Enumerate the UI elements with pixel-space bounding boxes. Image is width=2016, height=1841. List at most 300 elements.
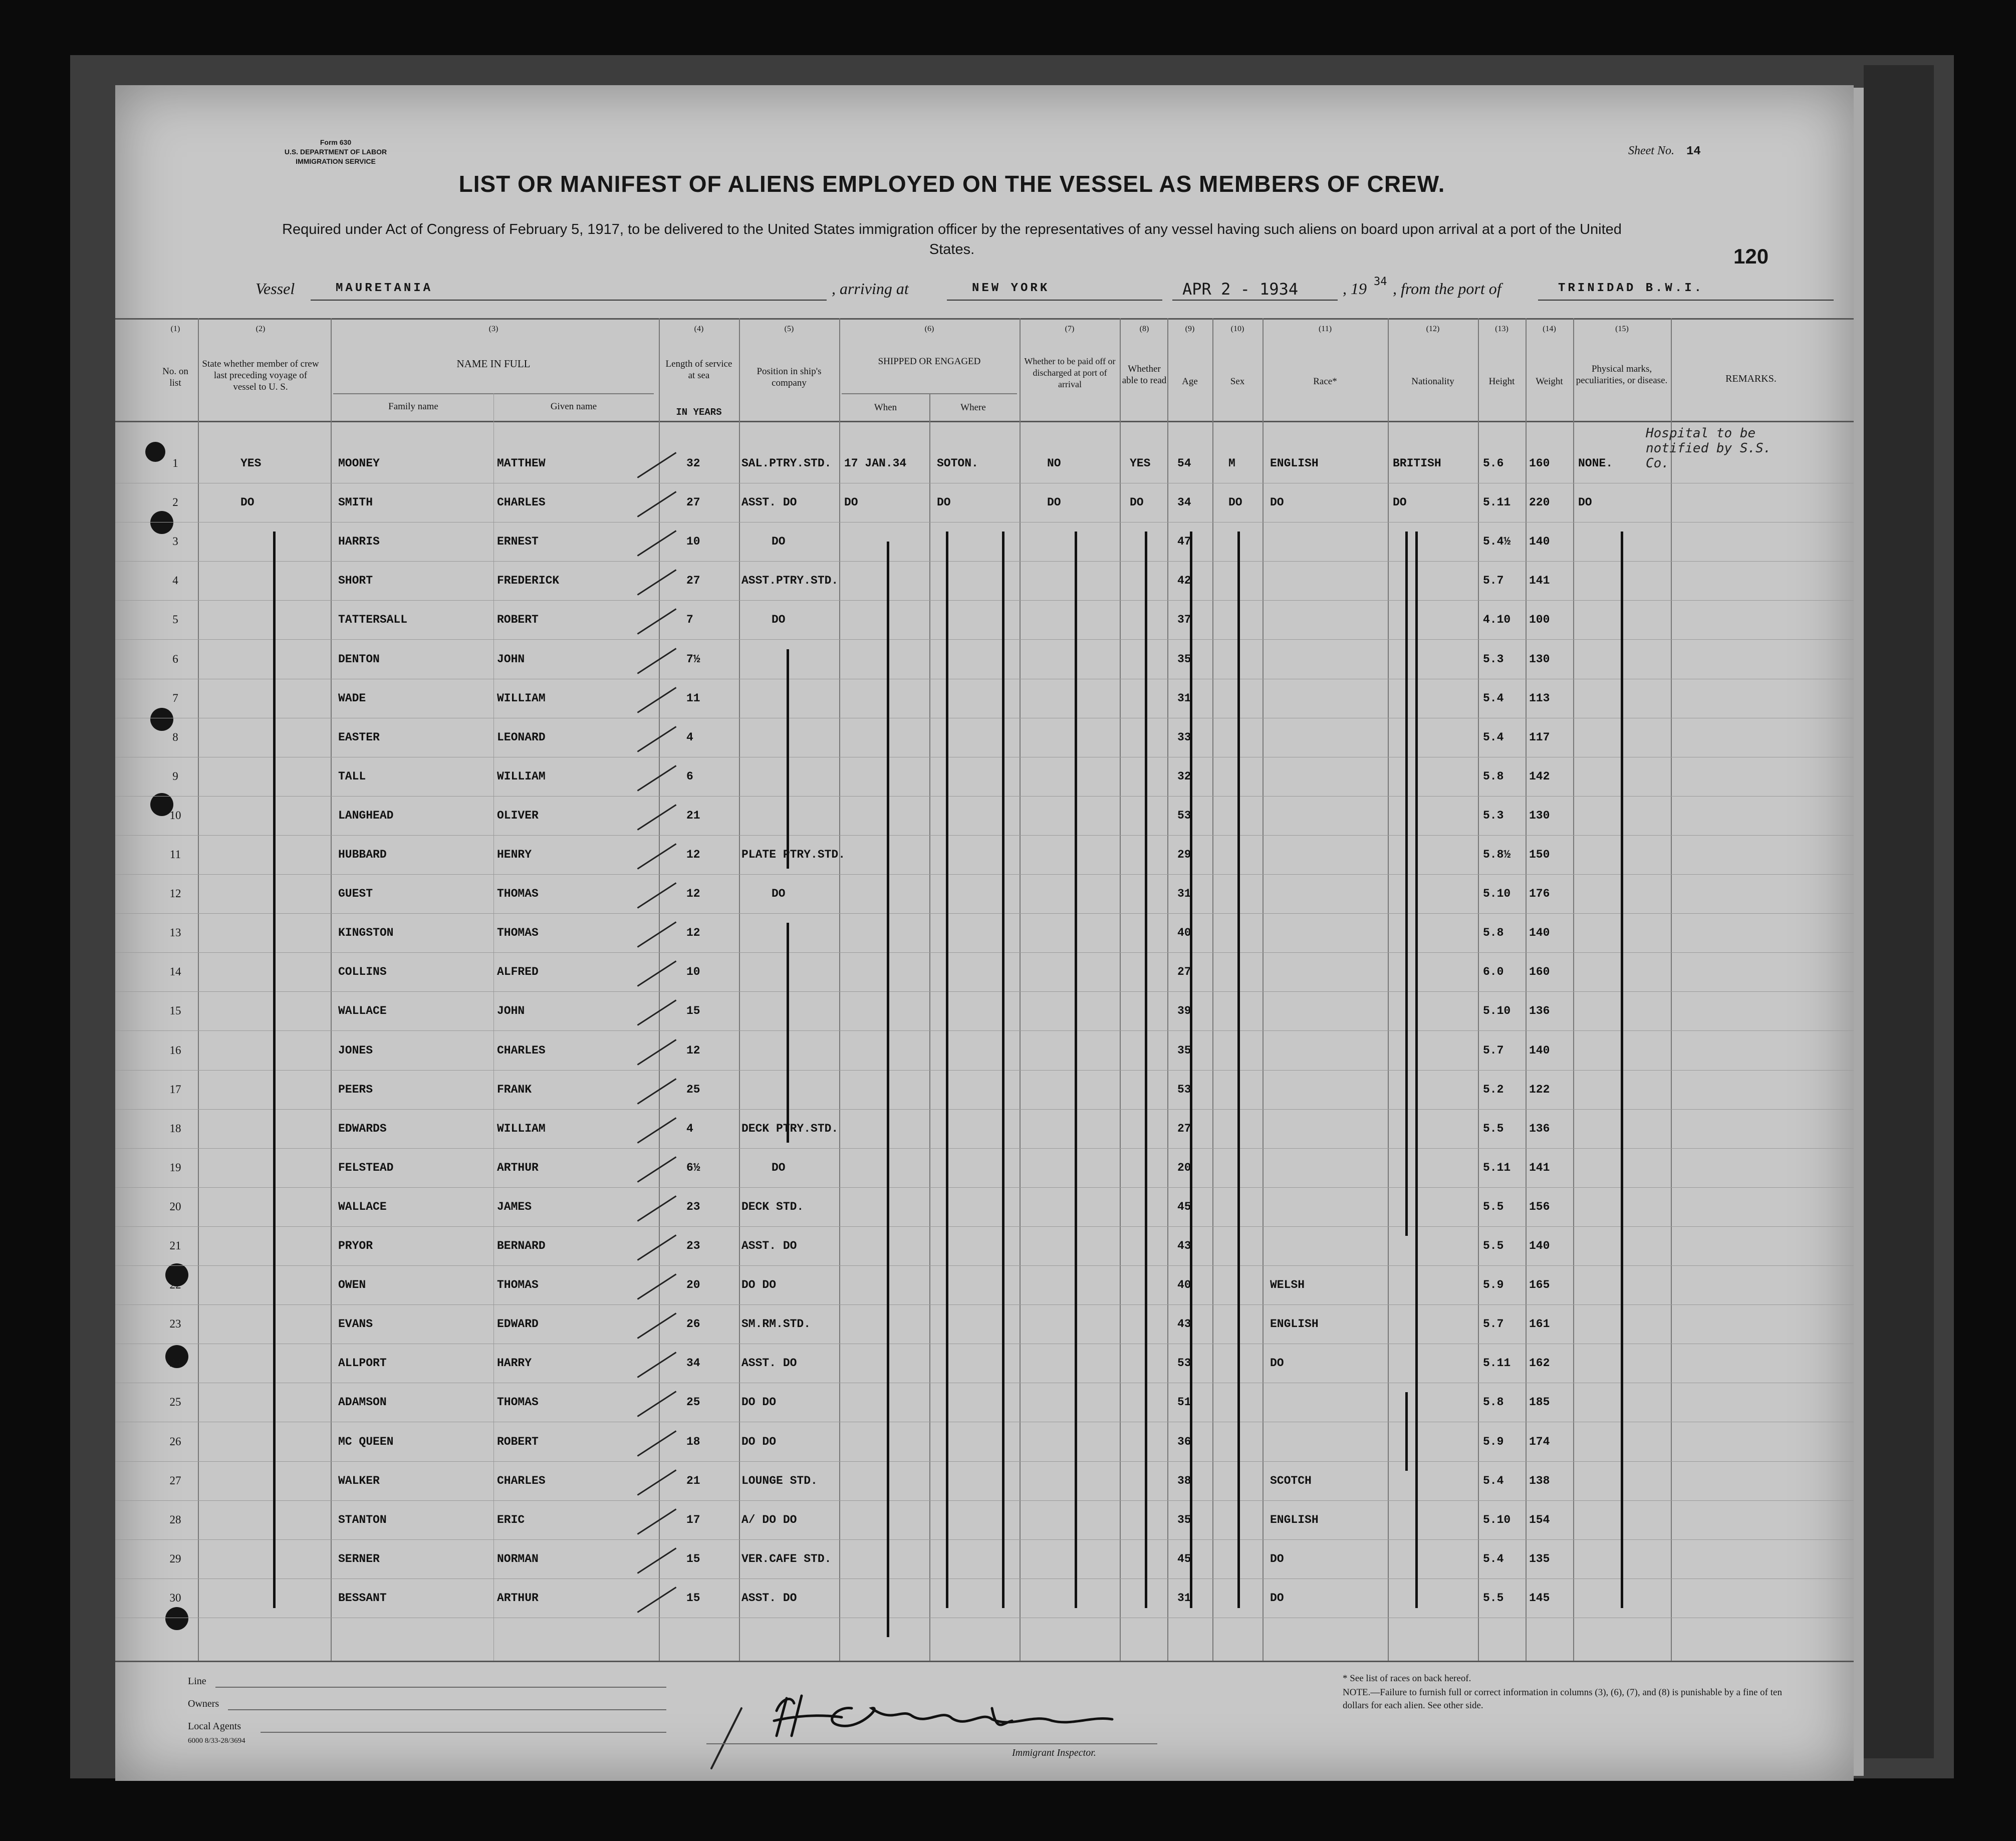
ditto-line [1002, 532, 1004, 1608]
age-cell: 36 [1177, 1435, 1191, 1448]
family-name-cell: WALLACE [338, 1200, 387, 1213]
able-to-read-cell: DO [1130, 496, 1144, 509]
column-rule [1120, 318, 1121, 1661]
family-name-cell: BESSANT [338, 1591, 387, 1605]
row-number: 11 [169, 848, 181, 861]
weight-cell: 141 [1529, 574, 1550, 588]
age-cell: 42 [1177, 574, 1191, 588]
row-number: 30 [169, 1591, 181, 1604]
age-cell: 43 [1177, 1318, 1191, 1331]
weight-cell: 140 [1529, 926, 1550, 940]
shipped-when-cell: DO [844, 496, 858, 509]
age-cell: 33 [1177, 730, 1191, 744]
given-name-cell: ERIC [497, 1513, 525, 1526]
weight-cell: 135 [1529, 1552, 1550, 1565]
row-number: 21 [169, 1239, 181, 1252]
sheet-number [1628, 144, 1701, 158]
service-years-cell: 4 [686, 730, 693, 744]
service-years-cell: 7½ [686, 652, 700, 666]
document-subtitle: Required under Act of Congress of February 5, 1917, to be delivered to the United States immigration officer by the representatives of any vessel having such aliens on board upon arrival at a port of the United States. [282, 221, 1622, 257]
given-name-cell: WILLIAM [497, 691, 546, 705]
age-cell: 38 [1177, 1474, 1191, 1487]
age-cell: 27 [1177, 965, 1191, 979]
height-cell: 5.3 [1483, 652, 1504, 666]
age-cell: 35 [1177, 652, 1191, 666]
height-cell: 5.6 [1483, 457, 1504, 470]
race-cell: DO [1270, 1591, 1284, 1605]
given-name-cell: HENRY [497, 848, 532, 861]
arrival-date-stamp: APR 2 - 1934 [1182, 280, 1299, 299]
service-years-cell: 10 [686, 535, 700, 549]
col-num-10: (10) [1230, 325, 1244, 333]
given-name-cell: ERNEST [497, 535, 539, 549]
weight-cell: 140 [1529, 1239, 1550, 1252]
service-years-cell: 15 [686, 1004, 700, 1018]
height-cell: 5.9 [1483, 1278, 1504, 1292]
row-rule [115, 1070, 1854, 1071]
height-cell: 5.7 [1483, 574, 1504, 588]
sex-cell: DO [1228, 496, 1242, 509]
row-rule [115, 1148, 1854, 1149]
row-number: 16 [169, 1043, 181, 1057]
given-name-cell: CHARLES [497, 1474, 546, 1487]
height-cell: 5.11 [1483, 496, 1511, 509]
column-rule [1388, 318, 1389, 1661]
nationality-cell: DO [1393, 496, 1407, 509]
given-name-cell: ROBERT [497, 613, 539, 627]
punch-hole [150, 708, 173, 731]
age-cell: 34 [1177, 496, 1191, 509]
col-header-position: Position in ship's company [757, 366, 822, 388]
row-number: 4 [172, 574, 178, 587]
given-name-cell: JOHN [497, 652, 525, 666]
check-mark [637, 1508, 677, 1535]
check-mark [637, 530, 677, 557]
form-number: Form 630 [320, 138, 352, 146]
underline [1172, 300, 1338, 301]
age-cell: 31 [1177, 691, 1191, 705]
row-number: 20 [169, 1200, 181, 1213]
ditto-line [1621, 532, 1623, 1608]
position-cell: DO [772, 1161, 786, 1174]
check-mark [637, 687, 677, 713]
check-mark [637, 1234, 677, 1261]
weight-cell: 220 [1529, 496, 1550, 509]
col-header-remarks: REMARKS. [1725, 373, 1777, 384]
service-years-cell: 6½ [686, 1161, 700, 1174]
col-num-6: (6) [924, 325, 934, 333]
prev-voyage-cell: YES [240, 457, 262, 470]
family-name-cell: HARRIS [338, 535, 380, 549]
weight-cell: 150 [1529, 848, 1550, 861]
family-name-cell: MC QUEEN [338, 1435, 394, 1448]
column-rule [493, 393, 494, 1661]
given-name-cell: ARTHUR [497, 1161, 539, 1174]
race-cell: DO [1270, 496, 1284, 509]
given-name-cell: JOHN [497, 1004, 525, 1018]
weight-cell: 161 [1529, 1318, 1550, 1331]
service-years-cell: 23 [686, 1239, 700, 1252]
given-name-cell: CHARLES [497, 496, 546, 509]
position-cell: VER.CAFE STD. [741, 1552, 832, 1565]
row-rule [115, 1461, 1854, 1462]
local-agents-label: Local Agents [188, 1721, 241, 1732]
weight-cell: 145 [1529, 1591, 1550, 1605]
family-name-cell: GUEST [338, 887, 373, 901]
height-cell: 5.10 [1483, 1004, 1511, 1018]
vessel-label: Vessel [256, 280, 295, 298]
col-header-age: Age [1182, 376, 1198, 387]
col-header-when: When [874, 402, 897, 413]
column-rule [198, 318, 199, 1661]
ditto-line [1190, 532, 1192, 1608]
col-num-2: (2) [256, 325, 266, 333]
weight-cell: 140 [1529, 1043, 1550, 1057]
underline [947, 300, 1162, 301]
check-mark [637, 804, 677, 831]
age-cell: 53 [1177, 809, 1191, 822]
col-num-1: (1) [170, 325, 180, 333]
from-label: , from the port of [1393, 280, 1501, 298]
family-name-cell: TATTERSALL [338, 613, 408, 627]
agents-field [261, 1732, 666, 1733]
col-header-service: Length of service at sea [665, 359, 732, 381]
family-name-cell: WADE [338, 691, 366, 705]
age-cell: 53 [1177, 1357, 1191, 1370]
column-rule [659, 318, 660, 1661]
col-header-no: No. on list [162, 366, 188, 388]
ditto-line [887, 542, 889, 1637]
service-years-cell: 26 [686, 1318, 700, 1331]
paid-off-cell: NO [1047, 457, 1061, 470]
row-rule [115, 1187, 1854, 1188]
weight-cell: 100 [1529, 613, 1550, 627]
weight-cell: 185 [1529, 1396, 1550, 1409]
col-header-given: Given name [550, 401, 597, 412]
age-cell: 20 [1177, 1161, 1191, 1174]
from-port: TRINIDAD B.W.I. [1558, 282, 1704, 295]
age-cell: 53 [1177, 1083, 1191, 1096]
check-mark [637, 726, 677, 752]
position-cell: SAL.PTRY.STD. [741, 457, 832, 470]
column-rule [1167, 318, 1168, 1661]
weight-cell: 136 [1529, 1122, 1550, 1135]
weight-cell: 156 [1529, 1200, 1550, 1213]
row-number: 27 [169, 1474, 181, 1487]
row-rule [115, 1304, 1854, 1305]
family-name-cell: HUBBARD [338, 848, 387, 861]
check-mark [637, 1000, 677, 1026]
row-number: 15 [169, 1004, 181, 1017]
row-number: 2 [172, 496, 178, 509]
service-years-cell: 12 [686, 887, 700, 901]
height-cell: 6.0 [1483, 965, 1504, 979]
weight-cell: 174 [1529, 1435, 1550, 1448]
height-cell: 5.4 [1483, 1474, 1504, 1487]
row-number: 26 [169, 1435, 181, 1448]
line-field [215, 1687, 666, 1688]
weight-cell: 162 [1529, 1357, 1550, 1370]
check-mark [637, 1469, 677, 1496]
inspector-signature [691, 1688, 1293, 1778]
sheet-number-value: 14 [1686, 145, 1701, 158]
service-years-cell: 10 [686, 965, 700, 979]
row-number: 22 [169, 1278, 181, 1291]
row-rule [115, 874, 1854, 875]
column-rule [839, 318, 840, 1661]
age-cell: 47 [1177, 535, 1191, 549]
check-mark [637, 960, 677, 987]
given-name-cell: MATTHEW [497, 457, 546, 470]
punch-hole [165, 1607, 188, 1630]
column-rule [1020, 318, 1021, 1661]
row-number: 25 [169, 1396, 181, 1409]
check-mark [637, 491, 677, 517]
column-rule [1526, 318, 1527, 1661]
row-number: 13 [169, 926, 181, 939]
col-header-sex: Sex [1230, 376, 1245, 387]
service-years-cell: 12 [686, 848, 700, 861]
check-mark [637, 452, 677, 478]
arriving-port: NEW YORK [972, 282, 1050, 295]
height-cell: 5.8 [1483, 1396, 1504, 1409]
given-name-cell: THOMAS [497, 1396, 539, 1409]
height-cell: 5.3 [1483, 809, 1504, 822]
age-cell: 54 [1177, 457, 1191, 470]
col-num-5: (5) [784, 325, 794, 333]
position-cell: DO [772, 613, 786, 627]
check-mark [637, 1117, 677, 1144]
check-mark [637, 1587, 677, 1613]
header-bottom-rule [115, 421, 1854, 422]
weight-cell: 130 [1529, 809, 1550, 822]
height-cell: 5.11 [1483, 1161, 1511, 1174]
col-header-height: Height [1488, 376, 1515, 387]
service-years-cell: 15 [686, 1552, 700, 1565]
service-years-cell: 21 [686, 1474, 700, 1487]
weight-cell: 130 [1529, 652, 1550, 666]
sheet-number-label: Sheet No. [1628, 144, 1674, 157]
service-years-cell: 7 [686, 613, 693, 627]
service-years-cell: 25 [686, 1396, 700, 1409]
given-name-cell: OLIVER [497, 809, 539, 822]
row-number: 23 [169, 1318, 181, 1331]
col-header-where: Where [960, 402, 986, 413]
col-num-3: (3) [488, 325, 498, 333]
service-years-cell: 27 [686, 496, 700, 509]
row-number: 29 [169, 1552, 181, 1565]
page-number: 120 [1733, 244, 1769, 268]
age-cell: 40 [1177, 926, 1191, 940]
height-cell: 5.4 [1483, 691, 1504, 705]
height-cell: 5.9 [1483, 1435, 1504, 1448]
col-num-15: (15) [1615, 325, 1629, 333]
column-rule [331, 318, 332, 1661]
given-name-cell: WILLIAM [497, 1122, 546, 1135]
check-mark [637, 1391, 677, 1418]
family-name-cell: SERNER [338, 1552, 380, 1565]
row-number: 1 [172, 457, 178, 469]
family-name-cell: WALLACE [338, 1004, 387, 1018]
service: IMMIGRATION SERVICE [296, 157, 376, 165]
family-name-cell: SHORT [338, 574, 373, 588]
manifest-sheet [115, 85, 1854, 1781]
family-name-cell: COLLINS [338, 965, 387, 979]
given-name-cell: HARRY [497, 1357, 532, 1370]
age-cell: 37 [1177, 613, 1191, 627]
check-mark [637, 882, 677, 909]
vessel-line [256, 276, 1834, 305]
service-years-cell: 32 [686, 457, 700, 470]
service-years-cell: 25 [686, 1083, 700, 1096]
given-name-cell: FREDERICK [497, 574, 560, 588]
check-mark [637, 1352, 677, 1378]
height-cell: 5.5 [1483, 1200, 1504, 1213]
row-rule [115, 1226, 1854, 1227]
col-num-11: (11) [1318, 325, 1332, 333]
print-code: 6000 8/33-28/3694 [188, 1737, 245, 1745]
check-mark [637, 648, 677, 674]
age-cell: 31 [1177, 887, 1191, 901]
row-rule [115, 1539, 1854, 1540]
document-title: LIST OR MANIFEST OF ALIENS EMPLOYED ON THE VESSEL AS MEMBERS OF CREW. [458, 171, 1445, 197]
column-rule [1263, 318, 1264, 1661]
ditto-line [1405, 1392, 1408, 1470]
column-rule [1573, 318, 1574, 1661]
service-years-cell: 12 [686, 926, 700, 940]
family-name-cell: SMITH [338, 496, 373, 509]
family-name-cell: WALKER [338, 1474, 380, 1487]
service-years-cell: 23 [686, 1200, 700, 1213]
family-name-cell: MOONEY [338, 457, 380, 470]
given-name-cell: THOMAS [497, 887, 539, 901]
row-rule [115, 561, 1854, 562]
row-number: 17 [169, 1083, 181, 1096]
sex-cell: M [1228, 457, 1235, 470]
service-years-cell: 4 [686, 1122, 693, 1135]
check-mark [637, 765, 677, 792]
col-num-4: (4) [694, 325, 704, 333]
department: U.S. DEPARTMENT OF LABOR [284, 148, 387, 156]
position-cell: A/ DO DO [741, 1513, 797, 1526]
height-cell: 5.2 [1483, 1083, 1504, 1096]
row-number: 19 [169, 1161, 181, 1174]
position-cell: ASST. DO [741, 496, 797, 509]
check-mark [637, 1156, 677, 1183]
given-name-cell: CHARLES [497, 1043, 546, 1057]
handwritten-remark: Hospital to be notified by S.S. Co. [1646, 426, 1772, 471]
row-number: 8 [172, 730, 178, 743]
ditto-line [1075, 532, 1077, 1608]
able-to-read-cell: YES [1130, 457, 1151, 470]
weight-cell: 142 [1529, 769, 1550, 783]
age-cell: 40 [1177, 1278, 1191, 1292]
family-name-cell: KINGSTON [338, 926, 394, 940]
service-years-cell: 21 [686, 809, 700, 822]
family-name-cell: PEERS [338, 1083, 373, 1096]
row-rule [115, 835, 1854, 836]
position-cell: PLATE PTRY.STD. [741, 848, 846, 861]
height-cell: 5.5 [1483, 1591, 1504, 1605]
row-rule [115, 991, 1854, 992]
col-header-paid-off: Whether to be paid off or discharged at port of arrival [1024, 356, 1116, 389]
vessel-name: MAURETANIA [336, 282, 433, 295]
height-cell: 4.10 [1483, 613, 1511, 627]
owners-label: Owners [188, 1698, 219, 1709]
height-cell: 5.5 [1483, 1239, 1504, 1252]
column-rule [1671, 318, 1672, 1661]
given-name-cell: FRANK [497, 1083, 532, 1096]
row-number: 7 [172, 691, 178, 704]
weight-cell: 165 [1529, 1278, 1550, 1292]
service-years-cell: 6 [686, 769, 693, 783]
row-rule [115, 1265, 1854, 1266]
weight-cell: 140 [1529, 535, 1550, 549]
column-rule [739, 318, 740, 1661]
height-cell: 5.7 [1483, 1043, 1504, 1057]
age-cell: 43 [1177, 1239, 1191, 1252]
weight-cell: 122 [1529, 1083, 1550, 1096]
service-years-cell: 18 [686, 1435, 700, 1448]
owners-field [228, 1709, 666, 1710]
weight-cell: 141 [1529, 1161, 1550, 1174]
row-number: 18 [169, 1122, 181, 1135]
race-cell: ENGLISH [1270, 457, 1319, 470]
year-label: , 19 [1343, 280, 1367, 298]
given-name-cell: JAMES [497, 1200, 532, 1213]
shipped-where-cell: DO [937, 496, 951, 509]
shipped-where-cell: SOTON. [937, 457, 978, 470]
weight-cell: 160 [1529, 965, 1550, 979]
penalty-note: NOTE.—Failure to furnish full or correct information in columns (3), (6), (7), and (8) is punishable by a fine of ten dollars for each alien. See other side. [1343, 1687, 1782, 1711]
race-cell: ENGLISH [1270, 1513, 1319, 1526]
check-mark [637, 1039, 677, 1066]
height-cell: 5.10 [1483, 1513, 1511, 1526]
given-name-cell: BERNARD [497, 1239, 546, 1252]
race-cell: DO [1270, 1552, 1284, 1565]
service-years-cell: 15 [686, 1591, 700, 1605]
row-rule [115, 1109, 1854, 1110]
race-cell: ENGLISH [1270, 1318, 1319, 1331]
family-name-cell: LANGHEAD [338, 809, 394, 822]
height-cell: 5.10 [1483, 887, 1511, 901]
race-cell: DO [1270, 1357, 1284, 1370]
position-cell: DECK STD. [741, 1200, 804, 1213]
age-cell: 29 [1177, 848, 1191, 861]
family-name-cell: FELSTEAD [338, 1161, 394, 1174]
ditto-line [1415, 532, 1418, 1608]
inspector-signature-line [706, 1743, 1157, 1744]
prev-voyage-cell: DO [240, 496, 255, 509]
col-header-weight: Weight [1536, 376, 1563, 387]
ditto-line [946, 532, 948, 1608]
given-name-cell: EDWARD [497, 1318, 539, 1331]
age-cell: 35 [1177, 1043, 1191, 1057]
position-cell: SM.RM.STD. [741, 1318, 811, 1331]
col-num-9: (9) [1185, 325, 1195, 333]
family-name-cell: PRYOR [338, 1239, 373, 1252]
footer-rule [115, 1661, 1854, 1662]
row-rule [115, 952, 1854, 953]
weight-cell: 136 [1529, 1004, 1550, 1018]
col-num-14: (14) [1543, 325, 1556, 333]
check-mark [637, 1195, 677, 1222]
col-header-service-unit: IN YEARS [676, 407, 722, 418]
age-cell: 35 [1177, 1513, 1191, 1526]
check-mark [637, 609, 677, 635]
row-rule [115, 639, 1854, 640]
col-header-prev-voyage: State whether member of crew last preceding voyage of vessel to U. S. [202, 359, 319, 392]
